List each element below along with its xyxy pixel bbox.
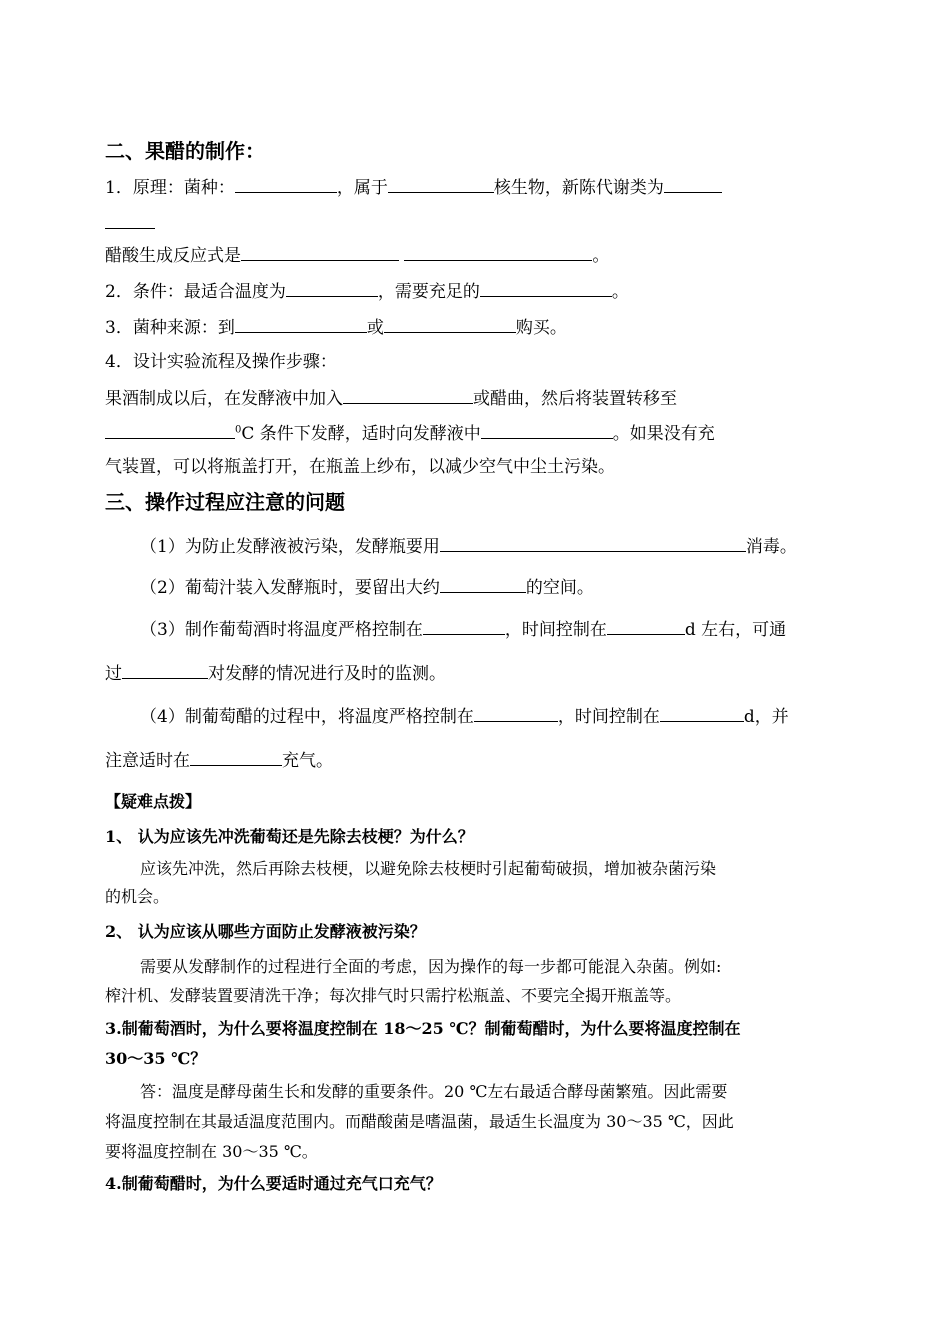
procedure-line-3: 气装置，可以将瓶盖打开，在瓶盖上纱布，以减少空气中尘土污染。 xyxy=(105,457,615,477)
reaction-label: 醋酸生成反应式是 xyxy=(105,246,241,266)
source-line xyxy=(105,314,567,340)
note-1-end: 消毒。 xyxy=(745,537,797,557)
blank-source-b[interactable] xyxy=(384,314,516,333)
principle-line xyxy=(105,174,722,200)
tip-1-answer-1: 应该先冲洗，然后再除去枝梗，以避免除去枝梗时引起葡萄破损，增加被杂菌污染 xyxy=(140,859,717,878)
blank-space[interactable] xyxy=(440,574,526,593)
blank-vinegar-days[interactable] xyxy=(660,703,744,722)
blank-ferment-temp[interactable] xyxy=(105,420,235,439)
blank-aerate[interactable] xyxy=(481,420,613,439)
tip-3-answer-1: 答：温度是酵母菌生长和发酵的重要条件。20 ℃左右最适合酵母菌繁殖。因此需要 xyxy=(140,1082,728,1101)
note-3-cont xyxy=(105,660,446,686)
text-buy: 购买。 xyxy=(515,318,567,338)
blank-add[interactable] xyxy=(343,385,473,404)
tip-2-answer-1: 需要从发酵制作的过程进行全面的考虑，因为操作的每一步都可能混入杂菌。例如: xyxy=(140,957,722,976)
note-1 xyxy=(140,533,797,559)
condition-line xyxy=(105,278,629,304)
procedure-text-d: 。如果没有充 xyxy=(612,424,715,444)
blank-strain[interactable] xyxy=(235,174,337,193)
note-3-via: 过 xyxy=(105,664,122,684)
note-4-timely: 注意适时在 xyxy=(105,751,190,771)
section-heading-notes: 三、操作过程应注意的问题 xyxy=(105,490,345,514)
tip-1-answer-2: 的机会。 xyxy=(105,887,170,906)
tip-1-question: 1、 认为应该先冲洗葡萄还是先除去枝梗？为什么？ xyxy=(105,827,474,846)
note-4-end: d，并 xyxy=(743,707,789,727)
note-4-cont xyxy=(105,747,333,773)
blank-metabolism-b[interactable] xyxy=(105,210,155,229)
section-heading-vinegar: 二、果醋的制作： xyxy=(105,139,265,163)
text-or: 或 xyxy=(366,318,384,338)
note-2-end: 的空间。 xyxy=(525,578,594,598)
period: 。 xyxy=(592,246,610,266)
blank-metabolism-a[interactable] xyxy=(664,174,722,193)
tips-heading: 【疑难点拨】 xyxy=(105,792,202,811)
principle-line-cont xyxy=(105,210,155,236)
text-belongs: ，属于 xyxy=(336,178,388,198)
procedure-text-b: 或醋曲，然后将装置转移至 xyxy=(473,389,677,409)
note-1-text: （1）为防止发酵液被污染，发酵瓶要用 xyxy=(140,537,440,557)
note-4-aerate: 充气。 xyxy=(282,751,333,771)
condition-label: 2．条件：最适合温度为 xyxy=(105,282,286,302)
source-label: 3．菌种来源：到 xyxy=(105,318,235,338)
blank-monitor[interactable] xyxy=(122,660,208,679)
note-3-end: d 左右，可通 xyxy=(684,620,787,640)
blank-reaction-b[interactable] xyxy=(404,242,592,261)
principle-label: 1．原理：菌种： xyxy=(105,178,235,198)
procedure-line-2 xyxy=(105,420,715,446)
text-sufficient: ，需要充足的 xyxy=(377,282,480,302)
blank-temperature[interactable] xyxy=(286,278,378,297)
reaction-line xyxy=(105,242,609,268)
procedure-text-c: C 条件下发酵，适时向发酵液中 xyxy=(241,424,481,444)
blank-reaction-a[interactable] xyxy=(241,242,399,261)
period: 。 xyxy=(611,282,629,302)
note-2-text: （2）葡萄汁装入发酵瓶时，要留出大约 xyxy=(140,578,440,598)
blank-sufficient[interactable] xyxy=(480,278,612,297)
procedure-text-a: 果酒制成以后，在发酵液中加入 xyxy=(105,389,343,409)
blank-wine-temp[interactable] xyxy=(423,616,505,635)
blank-cell-type[interactable] xyxy=(388,174,494,193)
tip-3-answer-2: 将温度控制在其最适温度范围内。而醋酸菌是嗜温菌，最适生长温度为 30～35 ℃，因此 xyxy=(105,1112,734,1131)
tip-3-question-1: 3.制葡萄酒时，为什么要将温度控制在 18～25 ℃？制葡萄醋时，为什么要将温度控制在 xyxy=(105,1019,741,1038)
blank-aerate-where[interactable] xyxy=(190,747,282,766)
note-3 xyxy=(140,616,786,642)
note-3-text: （3）制作葡萄酒时将温度严格控制在 xyxy=(140,620,423,640)
tip-3-answer-3: 要将温度控制在 30～35 ℃。 xyxy=(105,1142,318,1161)
note-3-time: ，时间控制在 xyxy=(504,620,607,640)
note-4-time: ，时间控制在 xyxy=(557,707,660,727)
superscript-zero: 0 xyxy=(235,424,242,436)
text-metabolism: 核生物，新陈代谢类为 xyxy=(493,178,664,198)
procedure-line-1 xyxy=(105,385,677,411)
tip-4-question: 4.制葡萄醋时，为什么要适时通过充气口充气？ xyxy=(105,1174,442,1193)
note-4-text: （4）制葡萄醋的过程中，将温度严格控制在 xyxy=(140,707,474,727)
blank-wine-days[interactable] xyxy=(607,616,685,635)
note-3-monitor: 对发酵的情况进行及时的监测。 xyxy=(208,664,446,684)
note-2 xyxy=(140,574,594,600)
note-4 xyxy=(140,703,789,729)
blank-disinfect[interactable] xyxy=(440,533,746,552)
tip-2-answer-2: 榨汁机、发酵装置要清洗干净；每次排气时只需拧松瓶盖、不要完全揭开瓶盖等。 xyxy=(105,986,682,1005)
blank-vinegar-temp[interactable] xyxy=(474,703,558,722)
blank-source-a[interactable] xyxy=(235,314,367,333)
tip-3-question-2: 30～35 ℃？ xyxy=(105,1049,207,1068)
tip-2-question: 2、 认为应该从哪些方面防止发酵液被污染？ xyxy=(105,922,426,941)
design-line: 4．设计实验流程及操作步骤： xyxy=(105,352,337,372)
